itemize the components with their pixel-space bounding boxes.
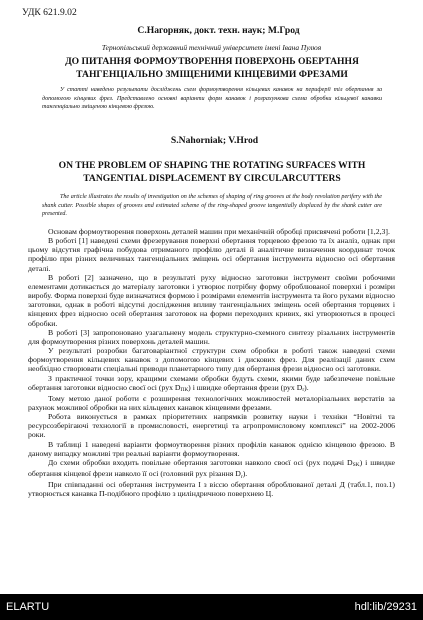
paragraph-1: Основам формоутворення поверхонь деталей машин при механічній обробці присвячені роботи [1,2,3].	[48, 227, 390, 236]
subscript: r	[240, 473, 243, 480]
paragraph-9: В таблиці 1 наведені варіанти формоутворення різних профілів канавок однією кінцевою фрезою. В даному випадку можливі три реальні варіанти формоутворення.	[28, 439, 395, 458]
paragraph-4: В роботі [3] запропоновано узагальнену модель структурно-схемного синтезу різальних інструментів для формоутворення різних поверхонь деталей машин.	[28, 327, 395, 346]
paragraph-10-mid: ) і швидке обертання кінцевої фрези навколо її осі (головний рух різання D	[28, 457, 395, 479]
subscript: r	[302, 387, 305, 394]
paper-title-english: ON THE PROBLEM OF SHAPING THE ROTATING SURFACES WITH TANGENTIAL DISPLACEMENT BY CIRCULARCUTTERS	[58, 160, 366, 184]
paragraph-10-text: До схеми обробки входить повільне обертання заготовки навколо своєї осі (рух подачі D	[48, 457, 353, 467]
paragraph-5: У результаті розробки багатоваріантної структури схем обробки в роботі також наведені схеми формоутворення кільцевих канавок з допомогою кінцевих і дискових фрез. Для реалізації даних схем необхідно створювати спеціальні приводи планетарного типу для обертання фрези відносно осі заготовки.	[28, 346, 395, 374]
paragraph-2: В роботі [1] наведені схеми фрезерування поверхні обертання торцевою фрезою та їх аналіз, однак при цьому відсутня графічна побудова отриманого профілю деталі й аналітичне визначення координат точок профілю при різних величинах тангенціальних зміщень осі обертання інструмента відносно осі обертання деталі.	[28, 236, 395, 273]
paragraph-7: Тому метою даної роботи є розширення технологічних можливостей металорізальних верстатів за рахунок можливої обробки на них кільцевих канавок кінцевими фрезами.	[28, 393, 395, 412]
repository-footer-bar	[0, 594, 423, 620]
udc-code: УДК 621.9.02	[22, 7, 77, 18]
paragraph-10	[28, 458, 395, 480]
abstract-ukrainian-text: У статті наведено результати досліджень схем формоутворення кільцевих канавок на периферії тіл обертання за допомогою кінцевих фрез. Представлено основні варіанти форм канавок і розрахункова схема обробки кільцевої канавки тангенціально зміщеною кінцевою фрезою.	[42, 87, 382, 110]
paragraph-8: Робота виконується в рамках пріоритетних напрямків розвитку науки і техніки “Новітні та ресурсозберігаючі технології в промисловості, енергетиці та агропромисловому комплексі” на 2002-2006 роки.	[28, 412, 395, 440]
paragraph-6	[28, 374, 395, 394]
paper-title-ukrainian: ДО ПИТАННЯ ФОРМОУТВОРЕННЯ ПОВЕРХОНЬ ОБЕРТАННЯ ТАНГЕНЦІАЛЬНО ЗМІЩЕНИМИ КІНЦЕВИМИ ФРЕЗАМИ	[65, 56, 359, 80]
handle-identifier: hdl:lib/29231	[354, 601, 417, 613]
abstract-english	[42, 193, 382, 219]
authors-ukrainian: С.Нагорняк, докт. техн. наук; М.Грод	[137, 25, 300, 36]
paragraph-11: При співпаданні осі обертання інструмента I з віссю обертання оброблюваної деталі Д (табл.1, поз.1) утворюється канавка П-подібного профілю з циліндричною поверхнею Ц.	[28, 480, 395, 499]
paragraph-10-end: ).	[242, 469, 248, 479]
subscript: ПК	[180, 387, 189, 394]
abstract-ukrainian	[42, 86, 382, 112]
university-affiliation: Тернопільський державний технічний університет імені Івана Пулюя	[101, 43, 322, 52]
body-text	[28, 227, 395, 499]
subscript: SK	[352, 462, 360, 469]
paragraph-3: В роботі [2] зазначено, що в результаті руху відносно заготовки інструмент своїми робочими елементами дотикається до матеріалу заготовки і утворює потрібну форму оброблюваної поверхні і розміри виробу. Форма поверхні буде визначатися формою і розмірами елементів інструмента та його рухами відносно заготовки, однак в роботі відсутні дослідження впливу тангенціальних зміщень осей обертання торцевих і кінцевих фрез відносно осей обертання заготовок на форми переходних кривих, які утворюються в процесі обробки.	[28, 272, 395, 328]
paragraph-6-end: ).	[304, 382, 309, 392]
paragraph-6-mid: ) і швидке обертання фрези (рух D	[188, 382, 303, 392]
authors-english: S.Nahorniak; V.Hrod	[170, 135, 259, 146]
paragraph-6-text: З практичної точки зору, кращими схемами обробки будуть схеми, якими буде забезпечене повільне обертання заготовки відносно своєї осі (рух D	[28, 373, 395, 392]
repository-name: ELARTU	[6, 601, 50, 613]
abstract-english-text: The article illustrates the results of investigation on the schemes of shaping of ring grooves at the body revolution perifery with the shank cutter. Possible shapes of grooves and estimated scheme of the ring-shaped groove tangentially displaced by the shank cutter are presented.	[42, 194, 382, 217]
